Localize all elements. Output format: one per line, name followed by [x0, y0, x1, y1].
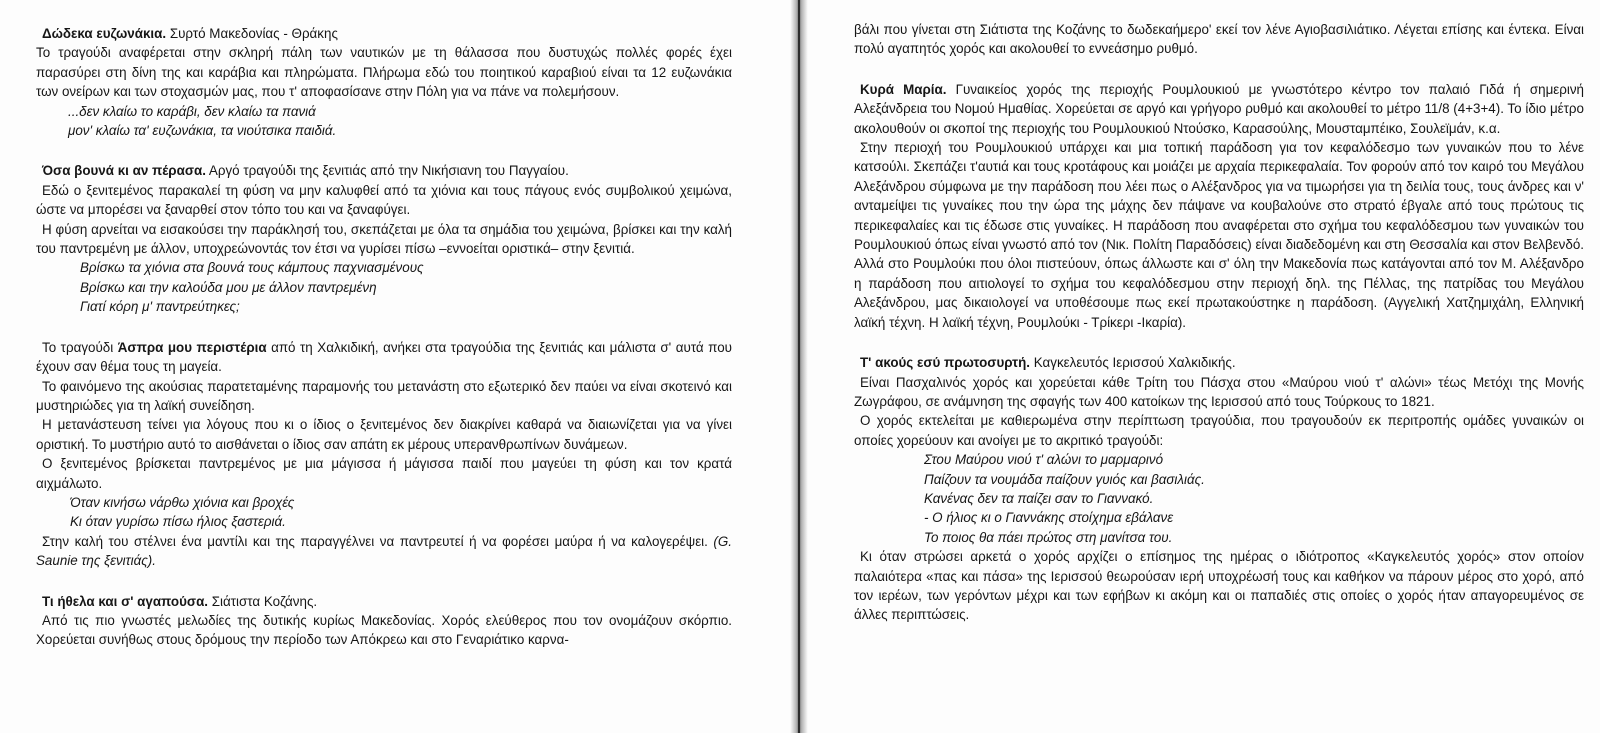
verse-line: Βρίσκω τα χιόνια στα βουνά τους κάμπους παχνιασμένους	[80, 260, 424, 276]
section-continuation	[854, 20, 1584, 59]
verse-line: Όταν κινήσω νάρθω χιόνια και βροχές	[70, 494, 295, 510]
right-page	[808, 0, 1600, 733]
verse-line: Κανένας δεν τα παίζει σαν το Γιαννακό.	[924, 490, 1154, 506]
book-spine	[798, 0, 800, 733]
section-ti-ithela	[36, 592, 732, 650]
verse-line: Στου Μαύρου νιού τ' αλώνι το μαρμαρινό	[924, 452, 1164, 468]
section-heading	[36, 24, 732, 43]
song-title: Τι ήθελα και σ' αγαπούσα.	[42, 593, 209, 609]
song-subtitle: Αργό τραγούδι της ξενιτιάς από την Νικήσιανη του Παγγαίου.	[205, 163, 569, 179]
section-heading	[854, 353, 1584, 372]
paragraph: Στην περιοχή του Ρουμλουκιού υπάρχει και μια τοπική παράδοση για τον κεφαλόδεσμο των γυναικών που το λένε κατσούλι. Σκεπάζει τ'αυτιά και τους κροτάφους και μοιάζει με αρχαία περικεφαλαία. Τον φορούν από τον καιρό του Μεγάλου Αλεξάνδρου σύμφωνα με την παράδοση που λέει πως ο Αλέξανδρος για να τιμωρήσει για τη δειλία τους, τους άνδρες και ν' ανταμείψει τις γυναίκες που την ώρα της μάχης δεν πάψανε να κουβαλούνε στο στρατό έβγαλε από τους πρώτους τις περικεφαλαίες και τις έδωσε στις γυναίκες. Η παράδοση που αναφέρεται στο σχήμα του κεφαλόδεσμου των γυναικών του Ρουμλουκιού όπως είναι γνωστό από τον (Νικ. Πολίτη Παραδόσεις) είναι διαδεδομένη και στη Θεσσαλία και στον Βελβενδό. Αλλά στο Ρουμλούκι που όλοι πιστεύουν, όπως άλλωστε και σ' όλη την Μακεδονία πως κατάγονται από τον Μ. Αλέξανδρο η παράδοση που αιτιολογεί το σχήμα του κεφαλόδεσμου στην περιοχή δηλ. της Πέλλας, της πατρίδας του Μεγάλου Αλεξάνδρου, μας δικαιολογεί να υποθέσουμε πως εκεί πρωτακούστηκε η παράδοση. (Αγγελική Χατζημιχάλη, Ελληνική λαϊκή τέχνη. Η λαϊκή τέχνη, Ρουμλούκι - Τρίκερι -Ικαρία).	[854, 140, 1584, 330]
verse-line: Παίζουν τα νουμάδα παίζουν γυιός και βασιλιάς.	[924, 471, 1205, 487]
section-dodeka-evzonakia	[36, 24, 732, 140]
song-subtitle: Καγκελευτός Ιερισσού Χαλκιδικής.	[1030, 355, 1236, 371]
paragraph-text: Στην καλή του στέλνει ένα μαντίλι και της παραγγέλνει να παντρευτεί ή να φορέσει μαύρα ή να καλογερέψει.	[42, 533, 708, 549]
paragraph: βάλι που γίνεται στη Σιάτιστα της Κοζάνης το δωδεκαήμερο' εκεί τον λένε Αγιοβασιλιάτικο. Λέγεται επίσης και έντεκα. Είναι πολύ αγαπητός χορός και ακολουθεί το εννεάσημο ρυθμό.	[854, 22, 1584, 57]
paragraph: Το φαινόμενο της ακούσιας παρατεταμένης παραμονής του μετανάστη στο εξωτερικό δεν παύει να είναι σκοτεινό και μυστηριώδες για τη λαϊκή συνείδηση.	[36, 378, 732, 413]
paragraph: Ο χορός εκτελείται με καθιερωμένα στην περίπτωση τραγούδια, που τραγουδούν εκ περιτροπής ομάδες γυναικών οι οποίες χορεύουν και ανοίγει με το ακριτικό τραγούδι:	[854, 413, 1584, 448]
section-osa-vouna	[36, 161, 732, 316]
intro-text: Το τραγούδι	[42, 339, 118, 355]
paragraph: Είναι Πασχαλινός χορός και χορεύεται κάθε Τρίτη του Πάσχα στου «Μαύρου νιού τ' αλώνι» τέως Μετόχι της Μονής Ζωγράφου, σε ανάμνηση της σφαγής των 400 κατοίκων της Ιερισσού από τους Τούρκους το 1821.	[854, 374, 1584, 409]
paragraph: Από τις πιο γνωστές μελωδίες της δυτικής κυρίως Μακεδονίας. Χορός ελεύθερος που τον ονομάζουν σκόρπιο. Χορεύεται συνήθως στους δρόμους την περίοδο των Απόκρεω και στο Γεναριάτικο καρνα-	[36, 612, 732, 648]
verse-line: ...δεν κλαίω το καράβι, δεν κλαίω τα πανιά	[68, 103, 316, 119]
verse-line: Γιατί κόρη μ' παντρεύτηκες;	[80, 299, 240, 315]
song-title: Τ' ακούς εσύ πρωτοσυρτή.	[860, 355, 1031, 371]
song-subtitle: Συρτό Μακεδονίας - Θράκης	[166, 26, 338, 41]
song-title: Δώδεκα ευζωνάκια.	[42, 26, 167, 41]
paragraph-text: Γυναικείος χορός της περιοχής Ρουμλουκιού με γνωστότερο κέντρο τον παλαιό Γιδά ή σημερινή Αλεξάνδρεια του Νομού Ημαθίας. Χορεύεται σε αργό και γρήγορο ρυθμό και ακολουθεί το μέτρο 11/8 (4+3+4). Το ίδιο μέτρο ακολουθούν οι σκοποί της περιοχής του Ρουμλουκιού Ντούσκο, Καρασούλης, Μουσταμπέικο, Σουλεϊμάν, κ.α.	[854, 81, 1584, 136]
song-title: Όσα βουνά κι αν πέρασα.	[42, 163, 206, 179]
paragraph: Η μετανάστευση τείνει για λόγους που κι ο ίδιος ο ξενιτεμένος δεν διακρίνει καθαρά να διαιωνίζεται για να γίνει οριστική. Το μυστήριο αυτό το αισθάνεται ο ίδιος σαν απάτη εκ μέρους υπερανθρωπίνων δυνάμεων.	[36, 417, 732, 452]
section-kyra-maria	[854, 80, 1584, 332]
section-heading	[36, 592, 732, 611]
section-aspra-peristeria	[36, 338, 732, 571]
verse-line: Κι όταν γυρίσω πίσω ήλιος ξαστεριά.	[70, 514, 286, 530]
paragraph: Κι όταν στρώσει αρκετά ο χορός αρχίζει ο επίσημος της ημέρας ο ιδιότροπος «Καγκελευτός χορός» στον οποίον παλαιότερα «πας και πάσα» της Ιερισσού θεωρούσαν ιερή υποχρέωσή τους και καθήκον να πάρουν μέρος στο χορό, από τον ιερέων, των γερόντων μέχρι και των εφήβων κι ακόμη και οι παπαδιές στις οποίες ο χορός ήταν απαγορευμένος σε άλλες περιπτώσεις.	[854, 549, 1584, 623]
song-title: Κυρά Μαρία.	[860, 81, 947, 97]
paragraph	[36, 532, 732, 571]
verse-line: Το ποιος θα πάει πρώτος στη μανίτσα του.	[924, 529, 1173, 545]
paragraph	[36, 338, 732, 377]
song-subtitle: Σιάτιστα Κοζάνης.	[208, 593, 318, 609]
verse-line: μον' κλαίω τα' ευζωνάκια, τα νιούτσικα παιδιά.	[68, 123, 337, 139]
left-page	[0, 0, 790, 733]
paragraph: Το τραγούδι αναφέρεται στην σκληρή πάλη των ναυτικών με τη θάλασσα που δυστυχώς πολλές φορές έχει παρασύρει στη δίνη της και καράβια και πληρώματα. Πλήρωμα εδώ του ποιητικού καραβιού είναι τα 12 ευζωνάκια των ονείρων και των στοχασμών μας, που τ' αποφασίσανε στην Πόλη για να πάνε να πολεμήσουν.	[36, 45, 732, 100]
paragraph	[854, 80, 1584, 138]
verse-line: - Ο ήλιος κι ο Γιαννάκης στοίχημα εβάλανε	[924, 510, 1174, 526]
paragraph: Εδώ ο ξενιτεμένος παρακαλεί τη φύση να μην καλυφθεί από τα χιόνια και τους πάγους ενός συμβολικού χειμώνα, ώστε να μπορέσει να ξαναρθεί στον τόπο του και να ξαναφύγει.	[36, 182, 732, 218]
paragraph-text: από τη Χαλκιδική, ανήκει στα τραγούδια της ξενιτιάς και μάλιστα σ' αυτά που έχουν σαν θέμα τους τη μαγεία.	[36, 339, 732, 375]
section-heading	[36, 161, 732, 180]
song-title: Άσπρα μου περιστέρια	[117, 339, 267, 355]
paragraph: Η φύση αρνείται να εισακούσει την παράκλησή του, σκεπάζεται με όλα τα σημάδια του χειμώνα, βρίσκει και την καλή του παντρεμένη με άλλον, υποχρεώνοντάς τον έτσι να γυρίσει πίσω –εννοείται οριστικά– στην ξενιτιά.	[36, 221, 732, 257]
paragraph: Ο ξενιτεμένος βρίσκεται παντρεμένος με μια μάγισσα ή μάγισσα παιδί που μαγεύει τη φύση και τον κρατά αιχμάλωτο.	[36, 456, 732, 491]
section-protosyrti	[854, 353, 1584, 625]
verse-line: Βρίσκω και την καλούδα μου με άλλον παντρεμένη	[80, 279, 377, 295]
source-citation: (G. Saunie της ξενιτιάς).	[36, 533, 732, 569]
